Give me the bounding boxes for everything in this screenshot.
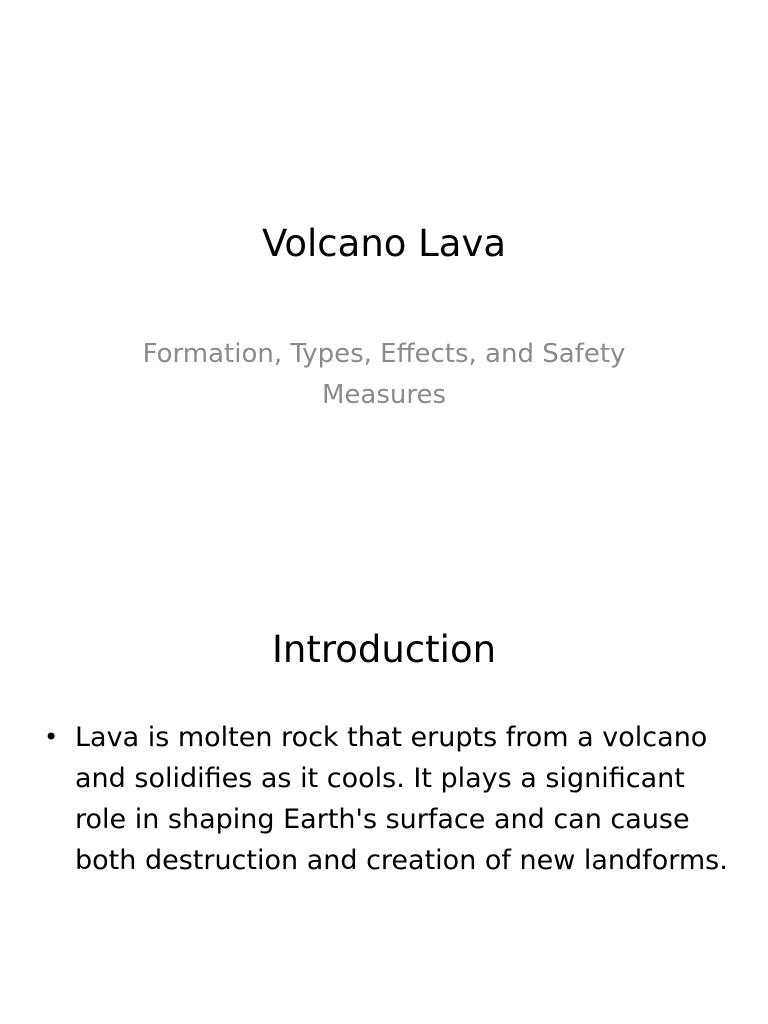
slide-title: Volcano Lava — [261, 222, 507, 265]
bullet-list — [40, 717, 730, 881]
bullet-item — [40, 717, 730, 881]
introduction-slide — [0, 576, 768, 1024]
bullet-icon: • — [44, 723, 59, 751]
bullet-text: Lava is molten rock that erupts from a volcano and solidifies as it cools. It plays a significant role in shaping Earth's surface and can cause both destruction and creation of new landforms. — [75, 722, 728, 876]
slide-heading: Introduction — [271, 628, 497, 671]
slide-subtitle: Formation, Types, Effects, and Safety Measures — [142, 339, 626, 410]
